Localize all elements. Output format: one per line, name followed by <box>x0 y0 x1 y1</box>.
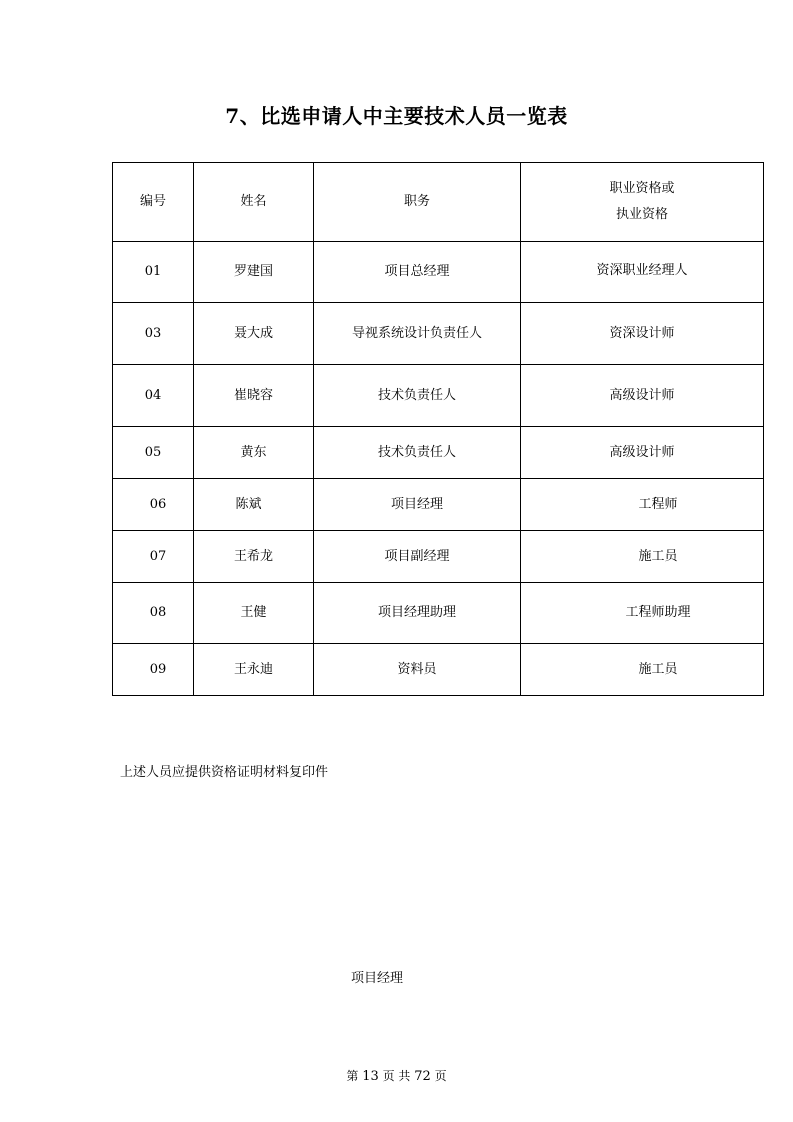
cell-position: 技术负责任人 <box>314 427 521 479</box>
cell-qualification: 资深设计师 <box>521 303 764 365</box>
header-qualification-line1: 职业资格或 <box>609 181 675 196</box>
cell-position: 资料员 <box>314 644 521 696</box>
cell-name: 罗建国 <box>194 242 314 303</box>
materials-note: 上述人员应提供资格证明材料复印件 <box>120 765 329 780</box>
cell-position: 项目经理助理 <box>314 583 521 644</box>
header-qualification-line2: 执业资格 <box>615 207 668 222</box>
cell-name: 陈斌 <box>194 479 314 531</box>
table-row <box>113 644 764 696</box>
table-row <box>113 427 764 479</box>
cell-number: 06 <box>113 479 194 531</box>
table-row <box>113 531 764 583</box>
cell-qualification: 施工员 <box>521 644 764 696</box>
cell-number: 08 <box>113 583 194 644</box>
signer-label: 项目经理 <box>351 971 404 986</box>
table-row <box>113 303 764 365</box>
page-title: 7、比选申请人中主要技术人员一览表 <box>225 104 568 128</box>
footer-middle: 页 共 <box>382 1069 411 1083</box>
table-row <box>113 479 764 531</box>
footer-total-pages: 72 <box>414 1069 431 1084</box>
header-number: 编号 <box>113 163 194 242</box>
cell-name: 黄东 <box>194 427 314 479</box>
header-qualification <box>521 163 764 242</box>
cell-number: 05 <box>113 427 194 479</box>
cell-qualification: 高级设计师 <box>521 427 764 479</box>
cell-name: 崔晓容 <box>194 365 314 427</box>
cell-qualification: 高级设计师 <box>521 365 764 427</box>
cell-number: 04 <box>113 365 194 427</box>
cell-name: 王健 <box>194 583 314 644</box>
table-row <box>113 365 764 427</box>
header-position: 职务 <box>314 163 521 242</box>
cell-number: 03 <box>113 303 194 365</box>
cell-name: 王希龙 <box>194 531 314 583</box>
staff-table <box>112 162 764 696</box>
cell-qualification: 工程师助理 <box>521 583 764 644</box>
table-row <box>113 583 764 644</box>
cell-position: 项目总经理 <box>314 242 521 303</box>
cell-position: 项目经理 <box>314 479 521 531</box>
cell-number: 07 <box>113 531 194 583</box>
cell-qualification: 资深职业经理人 <box>521 242 764 303</box>
page-footer <box>0 1066 793 1087</box>
cell-position: 技术负责任人 <box>314 365 521 427</box>
cell-position: 项目副经理 <box>314 531 521 583</box>
footer-prefix: 第 <box>346 1069 359 1083</box>
cell-number: 09 <box>113 644 194 696</box>
footer-suffix: 页 <box>434 1069 447 1083</box>
cell-number: 01 <box>113 242 194 303</box>
footer-page-number: 13 <box>362 1069 379 1084</box>
cell-qualification: 工程师 <box>521 479 764 531</box>
cell-name: 聂大成 <box>194 303 314 365</box>
cell-qualification: 施工员 <box>521 531 764 583</box>
cell-name: 王永迪 <box>194 644 314 696</box>
cell-position: 导视系统设计负责任人 <box>314 303 521 365</box>
table-header-row <box>113 163 764 242</box>
header-name: 姓名 <box>194 163 314 242</box>
table-row <box>113 242 764 303</box>
